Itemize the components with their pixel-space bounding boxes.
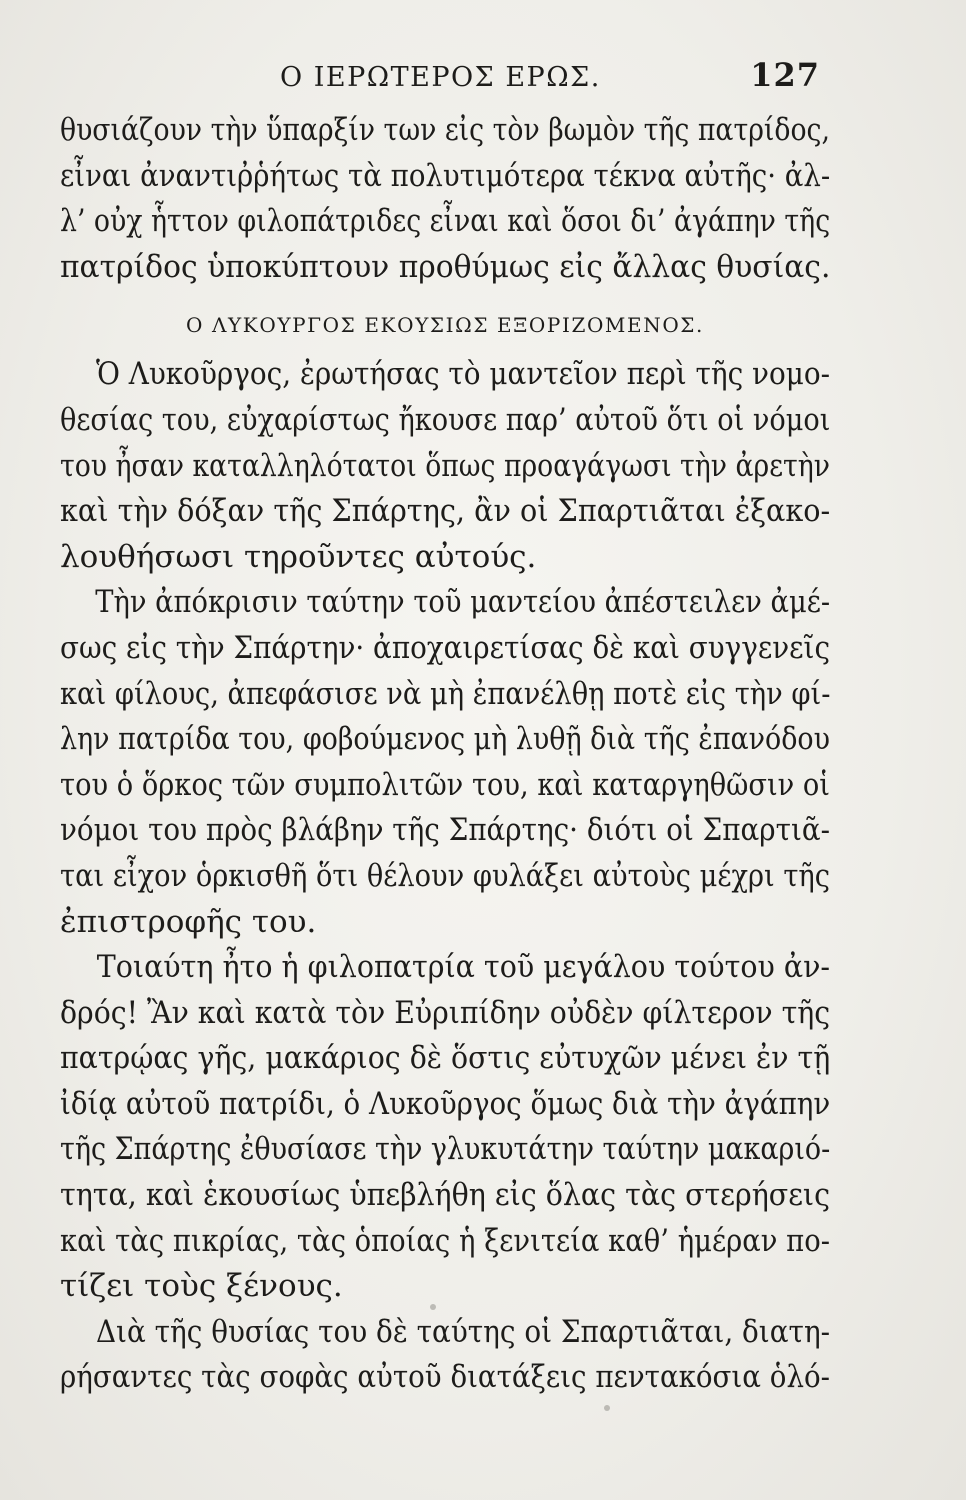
text-line: λ’ οὐχ ἧττον φιλοπάτριδες εἶναι καὶ ὅσοι δι’ ἀγάπην τῆς bbox=[60, 203, 831, 240]
text-line: ται εἶχον ὁρκισθῆ ὅτι θέλουν φυλάξει αὐτοὺς μέχρι τῆς bbox=[60, 857, 831, 894]
text-line: Τὴν ἀπόκρισιν ταύτην τοῦ μαντείου ἀπέστειλεν ἀμέ- bbox=[95, 584, 831, 621]
text-line: δρός! Ἂν καὶ κατὰ τὸν Εὐριπίδην οὐδὲν φίλτερον τῆς bbox=[60, 994, 831, 1031]
ink-speck bbox=[430, 1304, 436, 1310]
paragraph bbox=[60, 945, 830, 1310]
running-title: Ο ΙΕΡΩΤΕΡΟΣ ΕΡΩΣ. bbox=[280, 62, 601, 93]
text-line: του ἦσαν καταλληλότατοι ὅπως προαγάγωσι τὴν ἀρετὴν bbox=[60, 447, 830, 484]
text-line: Ὁ Λυκοῦργος, ἐρωτήσας τὸ μαντεῖον περὶ τῆς νομο- bbox=[95, 356, 831, 393]
main-text bbox=[60, 108, 830, 1401]
text-line: καὶ τὰς πικρίας, τὰς ὁποίας ἡ ξενιτεία καθ’ ἡμέραν πο- bbox=[60, 1222, 830, 1259]
text-line: πατρίδος ὑποκύπτουν προθύμως εἰς ἄλλας θυσίας. bbox=[60, 248, 831, 285]
text-line: Διὰ τῆς θυσίας του δὲ ταύτης οἱ Σπαρτιᾶται, διατη- bbox=[95, 1313, 831, 1350]
page-number: 127 bbox=[750, 56, 820, 94]
paragraph bbox=[60, 580, 830, 945]
text-line: τητα, καὶ ἑκουσίως ὑπεβλήθη εἰς ὅλας τὰς στερήσεις bbox=[60, 1177, 831, 1214]
text-line: καὶ φίλους, ἀπεφάσισε νὰ μὴ ἐπανέλθῃ ποτὲ εἰς τὴν φί- bbox=[60, 675, 831, 712]
ink-speck bbox=[604, 1405, 610, 1411]
text-line: τίζει τοὺς ξένους. bbox=[60, 1268, 343, 1305]
text-line: σως εἰς τὴν Σπάρτην· ἀποχαιρετίσας δὲ καὶ συγγενεῖς bbox=[60, 629, 831, 666]
paragraph bbox=[60, 352, 830, 580]
page-header bbox=[60, 54, 820, 98]
text-line: πατρῴας γῆς, μακάριος δὲ ὅστις εὐτυχῶν μένει ἐν τῇ bbox=[60, 1040, 831, 1077]
text-line: Τοιαύτη ἦτο ἡ φιλοπατρία τοῦ μεγάλου τούτου ἀν- bbox=[96, 949, 831, 986]
paragraph-continued bbox=[60, 108, 830, 290]
section-heading: Ο ΛΥΚΟΥΡΓΟΣ ΕΚΟΥΣΙΩΣ ΕΞΟΡΙΖΟΜΕΝΟΣ. bbox=[185, 313, 705, 338]
text-line: του ὁ ὅρκος τῶν συμπολιτῶν του, καὶ καταργηθῶσιν οἱ bbox=[60, 766, 831, 803]
text-line: ἰδίᾳ αὐτοῦ πατρίδι, ὁ Λυκοῦργος ὅμως διὰ τὴν ἀγάπην bbox=[60, 1085, 831, 1122]
text-line: λην πατρίδα του, φοβούμενος μὴ λυθῇ διὰ τῆς ἐπανόδου bbox=[60, 721, 831, 758]
paragraph bbox=[60, 1310, 830, 1401]
text-line: λουθήσωσι τηροῦντες αὐτούς. bbox=[60, 538, 537, 575]
text-line: ρήσαντες τὰς σοφὰς αὐτοῦ διατάξεις πεντακόσια ὁλό- bbox=[60, 1359, 830, 1396]
text-line: θυσιάζουν τὴν ὕπαρξίν των εἰς τὸν βωμὸν τῆς πατρίδος, bbox=[60, 112, 831, 148]
text-line: ἐπιστροφῆς του. bbox=[60, 903, 317, 940]
text-line: τῆς Σπάρτης ἐθυσίασε τὴν γλυκυτάτην ταύτην μακαριό- bbox=[60, 1131, 831, 1168]
text-line: καὶ τὴν δόξαν τῆς Σπάρτης, ἂν οἱ Σπαρτιᾶται ἐξακο- bbox=[60, 493, 831, 530]
text-line: θεσίας του, εὐχαρίστως ἤκουσε παρ’ αὐτοῦ ὅτι οἱ νόμοι bbox=[60, 401, 831, 438]
text-line: νόμοι του πρὸς βλάβην τῆς Σπάρτης· διότι οἱ Σπαρτιᾶ- bbox=[60, 812, 830, 849]
text-line: εἶναι ἀναντιῤῥήτως τὰ πολυτιμότερα τέκνα αὐτῆς· ἀλ- bbox=[60, 157, 831, 194]
